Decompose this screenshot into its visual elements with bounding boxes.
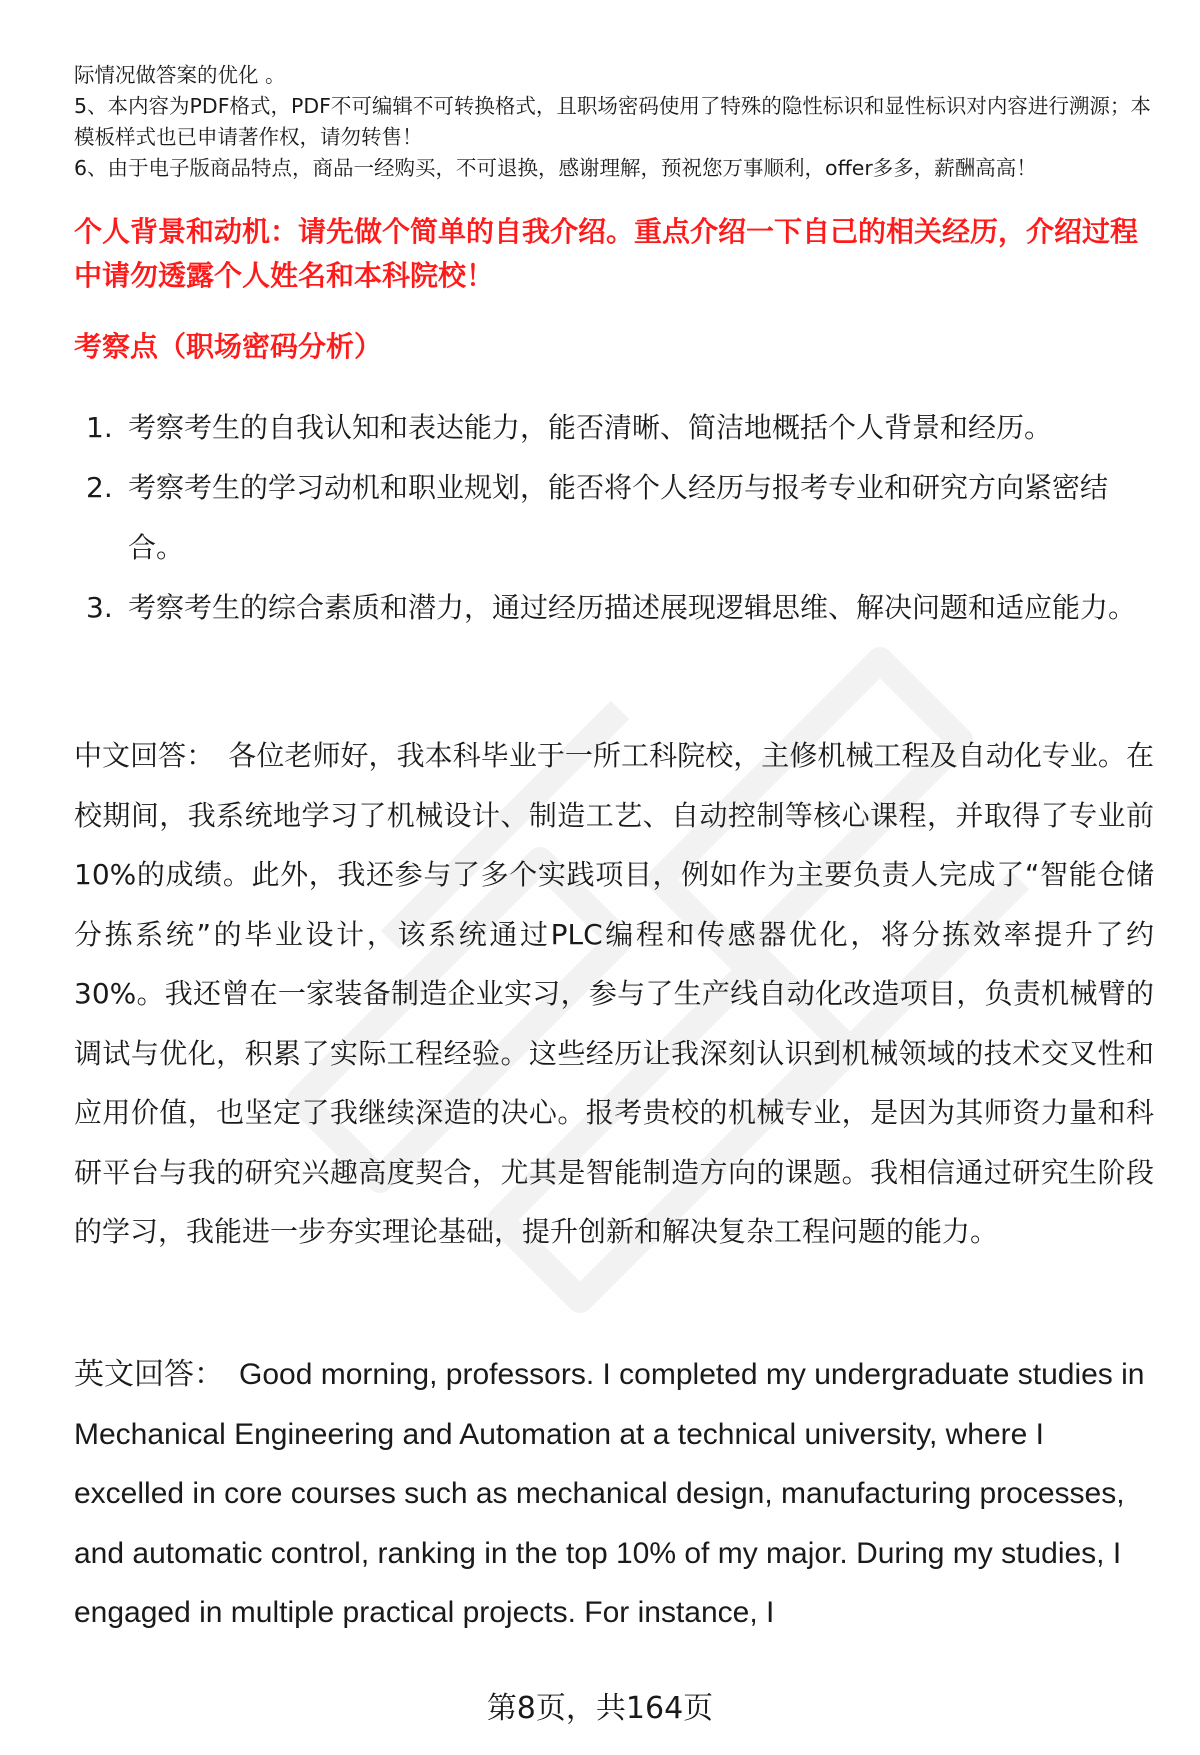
list-number: 1. [86,411,113,444]
list-item [74,578,1154,638]
chinese-answer-label: 中文回答： [74,739,215,772]
page-number: 第8页，共164页 [486,1691,714,1726]
list-text: 考察考生的自我认知和表达能力，能否清晰、简洁地概括个人背景和经历。 [128,411,1053,444]
list-item [74,458,1154,578]
chinese-answer-text: 各位老师好，我本科毕业于一所工科院校，主修机械工程及自动化专业。在校期间，我系统地学习了机械设计、制造工艺、自动控制等核心课程，并取得了专业前10%的成绩。此外，我还参与了多个实践项目，例如作为主要负责人完成了“智能仓储分拣系统”的毕业设计，该系统通过PLC编程和传感器优化，将分拣效率提升了约30%。我还曾在一家装备制造企业实习，参与了生产线自动化改造项目，负责机械臂的调试与优化，积累了实际工程经验。这些经历让我深刻认识到机械领域的技术交叉性和应用价值，也坚定了我继续深造的决心。报考贵校的机械专业，是因为其师资力量和科研平台与我的研究兴趣高度契合，尤其是智能制造方向的课题。我相信通过研究生阶段的学习，我能进一步夯实理论基础，提升创新和解决复杂工程问题的能力。 [74,739,1154,1248]
note-line: 5、本内容为PDF格式，PDF不可编辑不可转换格式，且职场密码使用了特殊的隐性标识和显性标识对内容进行溯源；本模板样式也已申请著作权，请勿转售！ [74,94,1151,149]
list-number: 3. [86,591,113,624]
note-line: 6、由于电子版商品特点，商品一经购买，不可退换，感谢理解，预祝您万事顺利，offer多多，薪酬高高！ [74,156,1037,180]
english-answer-text: Good morning, professors. I completed my undergraduate studies in Mechanical Engineering and Automation at a technical university, where I excelled in core courses such as mechanical design, manufacturing processes, and automatic control, ranking in the top 10% of my major. During my studies, I engaged in multiple practical projects. For instance, I [74,1358,1145,1629]
assessment-points [74,398,1154,638]
english-answer-label: 英文回答： [74,1358,224,1391]
purchase-notes [74,60,1154,184]
interview-question: 个人背景和动机：请先做个简单的自我介绍。重点介绍一下自己的相关经历，介绍过程中请勿透露个人姓名和本科院校！ [74,215,1139,292]
english-answer [74,1345,1154,1643]
list-text: 考察考生的综合素质和潜力，通过经历描述展现逻辑思维、解决问题和适应能力。 [128,591,1137,624]
analysis-heading: 考察点（职场密码分析） [74,330,383,363]
list-text: 考察考生的学习动机和职业规划，能否将个人经历与报考专业和研究方向紧密结合。 [128,471,1109,564]
list-item [74,398,1154,458]
note-line: 际情况做答案的优化 。 [74,63,286,87]
chinese-answer [74,726,1154,1262]
list-number: 2. [86,471,113,504]
